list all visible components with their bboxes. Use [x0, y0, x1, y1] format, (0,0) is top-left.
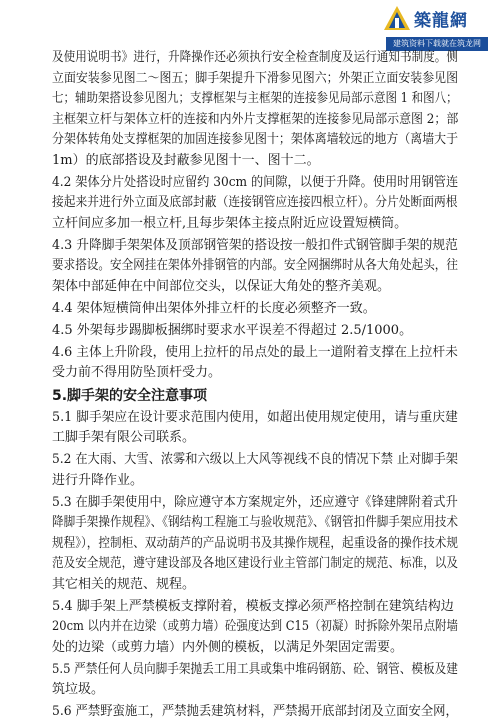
clause-4-3	[52, 236, 458, 298]
clause-5-2	[52, 450, 458, 491]
text-line: 七；辅助架搭设参见图九；支撑框架与主框架的连接参见局部示意图 1 和图八；	[52, 91, 458, 106]
text-line: 1m）的底部搭设及封蔽参见图十一、图十二。	[52, 152, 320, 168]
watermark-site-name: 築龍網	[414, 11, 468, 31]
watermark-slogan: 建筑资料下载就在筑龙网	[386, 37, 488, 51]
text-line: 20cm 以内并在边梁（或剪力墙）砼强度达到 C15（初凝）时拆除外架吊点附墙	[52, 619, 458, 634]
text-line: 处的边梁（或剪力墙）内外侧的模板，以满足外架固定需要。	[52, 639, 404, 655]
text-line: 分架体转角处支撑框架的加固连接参见图十；架体离墙较远的地方（离墙大于	[52, 132, 459, 147]
clause-4-6	[52, 343, 458, 384]
clause-5-5	[52, 660, 458, 701]
text-line: 5.6 严禁野蛮施工，严禁抛丢建筑材料，严禁揭开底部封闭及立面安全网，	[52, 704, 458, 719]
text-line: 进行升降作业。	[52, 472, 144, 488]
text-line: 4.5 外架每步踢脚板捆绑时要求水平误差不得超过 2.5/1000。	[52, 322, 413, 338]
text-line: 规程》），控制柜、双动葫芦的产品说明书及其操作规程，起重设备的操作技术规	[52, 535, 459, 551]
text-line: 5.5 严禁任何人员向脚手架抛丢工用工具或集中堆码钢筋、砼、钢管、模板及建	[52, 661, 458, 677]
clause-4-4	[52, 299, 458, 320]
zhulong-logo-icon	[382, 4, 412, 34]
text-line: 主框架立杆与架体立杆的连接和内外片支撑框架的连接参见局部示意图 2；部	[52, 111, 459, 127]
text-line: 接起来并进行外立面及底部封蔽（连接钢管应连接四根立杆）。分片处断面两根	[52, 195, 458, 210]
text-line: 降脚手架操作规程》、《钢结构工程施工与验收规范》、《钢管扣件脚手架应用技术	[52, 515, 459, 530]
text-line: 立杆间应多加一根立杆,且每步架体主接点附近应设置短横筒。	[52, 215, 408, 231]
text-line: 4.6 主体上升阶段，使用上拉杆的吊点处的最上一道附着支撑在上拉杆未	[52, 344, 458, 360]
text-line: 其它相关的规范、规程。	[52, 576, 196, 592]
text-line: 4.3 升降脚手架架体及顶部钢管架的搭设按一般扣件式钢管脚手架的规范	[52, 237, 458, 253]
document-body	[52, 48, 458, 723]
clause-5-3	[52, 493, 458, 596]
text-line: 受力前不得用防坠顶杆受力。	[52, 365, 222, 380]
text-line: 架体中部延伸在中间部位交头，以保证大角处的整齐美观。	[52, 278, 391, 294]
clause-4-2	[52, 173, 458, 235]
text-line: 范及安全规范，遵守建设部及各地区建设行业主管部门制定的规范、标准，以及	[52, 556, 459, 571]
text-line: 及使用说明书》进行，升降操作还必须执行安全检查制度及运行通知书制度。侧	[52, 50, 459, 65]
text-line: 4.4 架体短横筒伸出架体外排立杆的长度必须整齐一致。	[52, 300, 376, 316]
clause-5-1	[52, 408, 458, 449]
text-line: 立面安装参见图二～图五；脚手架提升下滑参见图六；外架正立面安装参见图	[52, 70, 459, 86]
text-line: 筑垃圾。	[52, 682, 105, 697]
text-line: 5.4 脚手架上严禁模板支撑附着，模板支撑必须严格控制在建筑结构边	[52, 598, 454, 614]
section-heading: 5.脚手架的安全注意事项	[52, 387, 208, 404]
clause-5-6	[52, 702, 458, 723]
text-line: 5.1 脚手架应在设计要求范围内使用，如超出使用规定使用，请与重庆建	[52, 409, 458, 425]
text-line: 5.3 在脚手架使用中，除应遵守本方案规定外，还应遵守《锋建牌附着式升	[52, 494, 458, 510]
text-line: 要求搭设。安全网挂在架体外排钢管的内部。安全网捆绑时从各大角处起头，往	[52, 258, 459, 273]
clause-5-4	[52, 597, 458, 659]
text-line: 工脚手架有限公司联系。	[52, 430, 196, 445]
text-line: 4.2 架体分片处搭设时应留约 30cm 的间隙，以便于升降。使用时用钢管连	[52, 174, 459, 190]
text-line: 5.2 在大雨、大雪、浓雾和六级以上大风等视线不良的情况下禁 止对脚手架	[52, 452, 458, 467]
clause-4-5	[52, 321, 458, 342]
intro-paragraph	[52, 48, 458, 171]
